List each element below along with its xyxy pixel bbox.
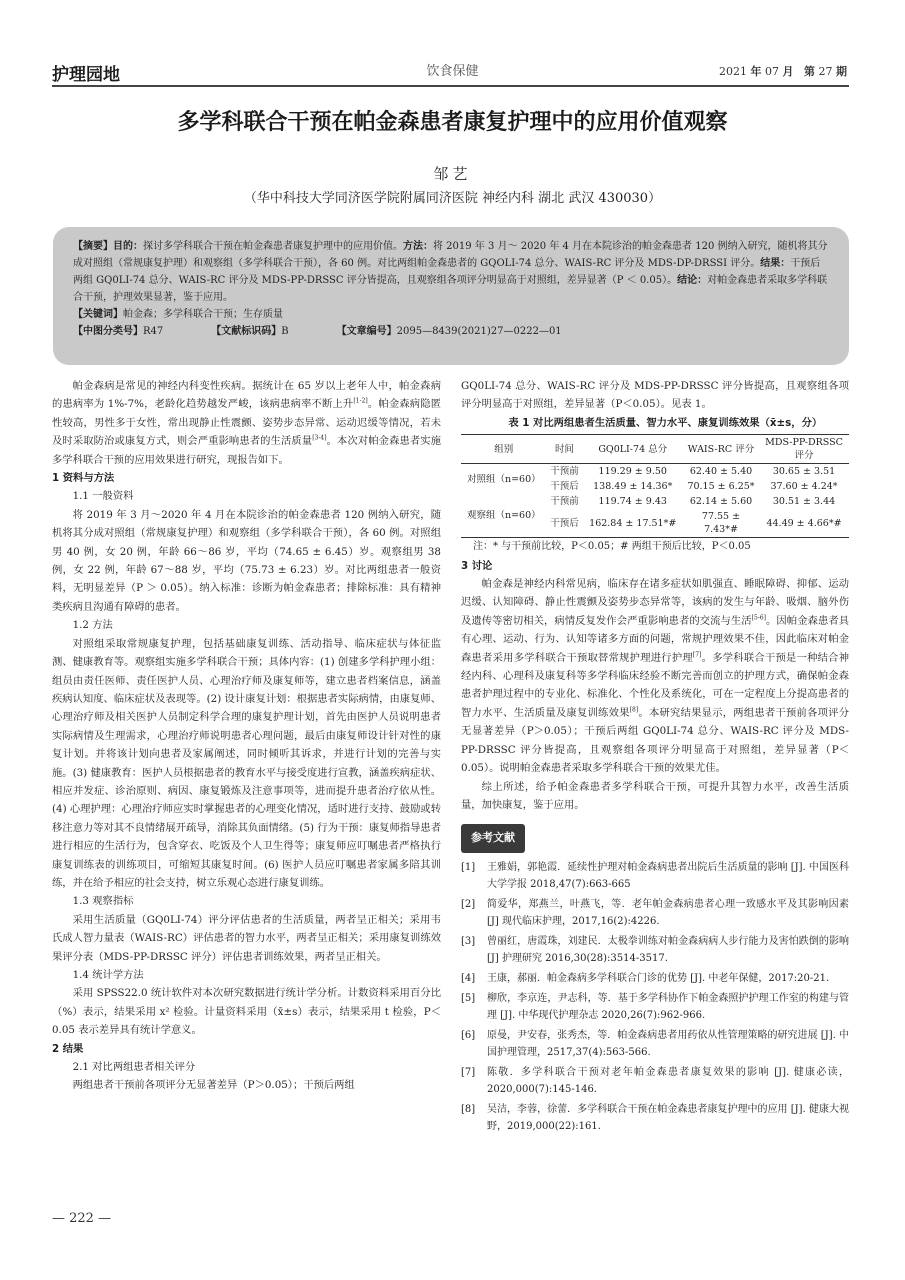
heading-1-4: 1.4 统计学方法: [72, 969, 144, 981]
table-title: 表 1 对比两组患者生活质量、智力水平、康复训练效果（x̄±s，分）: [508, 416, 823, 429]
table-cell: 30.65 ± 3.51: [772, 466, 836, 478]
body-left-column: [52, 377, 441, 1095]
table-cell: 干预前: [550, 496, 579, 508]
header-rule: [52, 85, 849, 87]
table-row: [461, 494, 849, 509]
article-title: 多学科联合干预在帕金森患者康复护理中的应用价值观察: [177, 110, 728, 135]
reference-item: [8] 吴洁，李蓉，徐蕾．多学科联合干预在帕金森患者康复护理中的应用 [J]. 健康大视野，2019,000(22):161.: [461, 1103, 849, 1132]
references-heading: 参考文献: [461, 824, 525, 852]
paragraph-1-2: 对照组采取常规康复护理，包括基础康复训练、活动指导、临床症状与体征监测、健康教育等。观察组实施多学科联合干预；具体内容：(1) 创建多学科护理小组：组员由责任医师、责任医护人员、心理治疗师及康复师等，建立患者档案信息，涵盖疾病认知度、临床症状及表现等。(2) 设计康复计划：根据患者实际病情，由康复师、心理治疗师及相关医护人员制定科学合理的康复护理计划，首先由医护人员说明患者实际病情及生理需求，心理治疗师说明患者心理问题，最后由康复师设计针对性的康复计划。并将该计划向患者及家属阐述，同时倾听其诉求，并进行计划的完善与实施。(3) 健康教育：医护人员根据患者的教育水平与接受度进行宣教，涵盖疾病症状、相应并发症、诊治原则、病因、康复锻炼及注意事项等，进而提升患者治疗依从性。(4) 心理护理：心理治疗师应实时掌握患者的心理变化情况，适时进行支持、鼓励或转移注意力等对其不良情绪展开疏导，消除其负面情绪。(5) 行为干预：康复师指导患者进行相应的生活行为，包含穿衣、吃饭及个人卫生得等；康复师应叮嘱患者严格执行康复训练表的训练项目，可缩短其康复时间。(6) 医护人员应叮嘱患者家属多陪其训练，并在给予相应的社会支持，树立乐观心态进行康复训练。: [52, 637, 441, 889]
table-note: 注：* 与干预前比较，P＜0.05；# 两组干预后比较，P＜0.05: [473, 541, 751, 553]
paragraph-2-1-continued: GQ0LI-74 总分、WAIS-RC 评分及 MDS-PP-DRSSC 评分皆提高，且观察组各项评分明显高于对照组，差异显著（P＜0.05）。见表 1。: [461, 380, 849, 411]
journal-name: 护理园地: [52, 65, 120, 85]
table-cell: 干预后: [550, 481, 579, 493]
table-header-cell: WAIS-RC 评分: [687, 443, 755, 455]
reference-item: [6] 原曼，尹安春，张秀杰，等．帕金森病患者用药依从性管理策略的研究进展 [J]. 中国护理管理，2517,37(4):563-566.: [461, 1029, 849, 1058]
table-cell: 37.60 ± 4.24*: [770, 481, 838, 493]
paragraph-3-1: 帕金森是神经内科常见病，临床存在诸多症状如肌强直、睡眠障碍、抑郁、运动迟缓、认知障碍、静止性震颤及姿势步态异常等，该病的发生与年龄、吸烟、脑外伤及遗传等密切相关，病情反复发作会严重影响患者的交流与生活[5-6]。因帕金森患者具有心理、运动、行为、认知等诸多方面的问题，常规护理效果不佳，因此临床对帕金森患者采用多学科联合干预取替常规护理进行护理[7]。多学科联合干预是一种结合神经内科、心理科及康复科等多学科临床经验不断完善而创立的护理方式，确保帕金森患者护理过程中的专业化、标准化、个性化及系统化，可在一定程度上分提高患者的智力水平、生活质量及康复训练效果[8]。本研究结果显示，两组患者干预前各项评分无显著差异（P＞0.05）；干预后两组 GQ0LI-74 总分、WAIS-RC 评分及 MDS-PP-DRSSC 评分皆提高，且观察组各项评分明显高于对照组，差异显著（P＜0.05）。说明帕金森患者采取多学科联合干预的效果尤佳。: [461, 578, 850, 775]
page-number: — 222 —: [52, 1211, 112, 1226]
paragraph-3-2: 综上所述，给予帕金森患者多学科联合干预，可提升其智力水平，改善生活质量，加快康复，鉴于应用。: [461, 780, 849, 811]
table-cell: 119.74 ± 9.43: [598, 496, 667, 508]
section-name: 饮食保健: [426, 64, 479, 79]
reference-item: [4] 王康，郝丽．帕金森病多学科联合门诊的优势 [J]. 中老年保健，2017:20-21.: [461, 972, 830, 984]
table-group-cell: 观察组（n=60）: [466, 510, 541, 522]
table-header-cell: GQ0LI-74 总分: [598, 443, 668, 455]
heading-1-3: 1.3 观察指标: [72, 895, 134, 908]
table-cell: 干预前: [550, 466, 579, 478]
table-cell: 119.29 ± 9.50: [598, 466, 667, 478]
reference-item: [3] 曾丽红，唐霞珠，刘建民．太极拳训练对帕金森病病人步行能力及害怕跌倒的影响 [J] 护理研究 2016,30(28):3514-3517.: [461, 935, 849, 964]
table-cell: 70.15 ± 6.25*: [687, 481, 755, 493]
issue-info: 2021 年 07 月 第 27 期: [719, 65, 847, 78]
reference-item: [5] 柳欣，李京连，尹志科，等．基于多学科协作下帕金森照护护理工作室的构建与管理 [J]. 中华现代护理杂志 2020,26(7):962-966.: [461, 992, 849, 1021]
table-header-cell: 组别: [494, 443, 514, 455]
heading-results: 2 结果: [52, 1042, 84, 1055]
table-group-cell: 对照组（n=60）: [466, 473, 541, 485]
paragraph-1-1: 将 2019 年 3 月～2020 年 4 月在本院诊治的帕金森患者 120 例纳入研究，随机将其分成对照组（常规康复护理）和观察组（多学科联合干预），各 60 例。对照组男 40 例，女 20 例，年龄 66～86 岁，平均（74.65 ± 6.45）岁。观察组男 38 例，女 22 例，年龄 67～88 岁，平均（75.73 ± 6.23）岁。对比两组患者一般资料，无明显差异（P ＞ 0.05）。纳入标准：诊断为帕金森患者；排除标准：具有精神类疾病且沟通有障碍的患者。: [52, 508, 441, 613]
table-cell: 162.84 ± 17.51*#: [589, 517, 677, 529]
table-cell: 干预后: [550, 517, 579, 529]
paragraph-1-4: 采用 SPSS22.0 统计软件对本次研究数据进行统计学分析。计数资料采用百分比（%）表示，结果采用 x² 检验。计量资料采用（x̄±s）表示，结果采用 t 检验，P＜0.05 表示差异具有统计学意义。: [52, 987, 441, 1037]
results-table: [461, 434, 849, 538]
table-header-row: [461, 435, 849, 464]
table-cell: 62.14 ± 5.60: [689, 496, 753, 508]
intro-paragraph: 帕金森病是常见的神经内科变性疾病。据统计在 65 岁以上老年人中，帕金森病的患病率为 1%-7%，老龄化趋势越发严峻，该病患病率不断上升[1-2]。帕金森病隐匿性较高，男性多于女性，常出现静止性震颤、姿势步态异常、运动迟缓等情况，若未及时采取防治或康复方式，则会严重影响患者的生活质量[3-4]。本次对帕金森患者实施多学科联合干预的应用效果进行研究，现报告如下。: [52, 380, 442, 466]
paragraph-1-3: 采用生活质量（GQ0LI-74）评分评估患者的生活质量，两者呈正相关；采用韦氏成人智力量表（WAIS-RC）评估患者的智力水平，两者呈正相关；采用康复训练效果评分表（MDS-PP-DRSSC 评分）评估患者训练效果，两者呈正相关。: [52, 913, 441, 963]
table-cell: 30.51 ± 3.44: [772, 496, 836, 508]
reference-list: [461, 859, 849, 1135]
heading-discussion: 3 讨论: [461, 559, 493, 572]
heading-1-2: 1.2 方法: [72, 619, 113, 632]
article-author: 邹艺: [433, 165, 472, 183]
reference-item: [1] 王雅娟，郭艳霞．延续性护理对帕金森病患者出院后生活质量的影响 [J]. 中国医科大学学报 2018,47(7):663-665: [461, 861, 849, 890]
table-cell: 138.49 ± 14.36*: [593, 481, 673, 493]
body-right-column: [461, 377, 849, 1135]
keywords: 【关键词】帕金森；多学科联合干预；生存质量: [73, 309, 283, 320]
paragraph-2-1: 两组患者干预前各项评分无显著差异（P＞0.05）；干预后两组: [72, 1079, 355, 1092]
classification-line: 【中图分类号】R47 【文献标识码】B 【文章编号】2095—8439(2021)27—0222—01: [73, 326, 562, 337]
table-cell: 62.40 ± 5.40: [689, 466, 753, 478]
table-header-cell: 时间: [555, 443, 575, 455]
heading-methods: 1 资料与方法: [52, 472, 115, 485]
article-affiliation: （华中科技大学同济医学院附属同济医院 神经内科 湖北 武汉 430030）: [243, 191, 662, 206]
abstract-box: [53, 227, 849, 365]
reference-item: [2] 简爱华，郑燕兰，叶燕飞，等．老年帕金森病患者心理一致感水平及其影响因素 [J] 现代临床护理，2017,16(2):4226.: [461, 898, 849, 927]
table-row: [461, 464, 849, 480]
table-cell: 44.49 ± 4.66*#: [766, 517, 842, 529]
abstract-text: 【摘要】目的：探讨多学科联合干预在帕金森患者康复护理中的应用价值。方法：将 2019 年 3 月～ 2020 年 4 月在本院诊治的帕金森患者 120 例纳入研究，随机将其分成对照组（常规康复护理）和观察组（多学科联合干预），各 60 例。对比两组帕金森患者的 GQOLI-74 总分、WAIS-RC 评分及 MDS-DP-DRSSI 评分。结果：干预后两组 GQ0LI-74 总分、WAIS-RC 评分及 MDS-PP-DRSSC 评分皆提高，且观察组各项评分明显高于对照组，差异显著（P ＜ 0.05）。结论：对帕金森患者采取多学科联合干预，护理效果显著，鉴于应用。: [73, 241, 828, 303]
reference-item: [7] 陈敬．多学科联合干预对老年帕金森患者康复效果的影响 [J]. 健康必读，2020,000(7):145-146.: [461, 1066, 849, 1095]
table-header-cell: MDS-PP-DRSSC 评分: [765, 437, 843, 462]
table-cell: 77.55 ± 7.43*#: [701, 511, 741, 536]
heading-1-1: 1.1 一般资料: [72, 490, 134, 503]
heading-2-1: 2.1 对比两组患者相关评分: [72, 1061, 196, 1074]
